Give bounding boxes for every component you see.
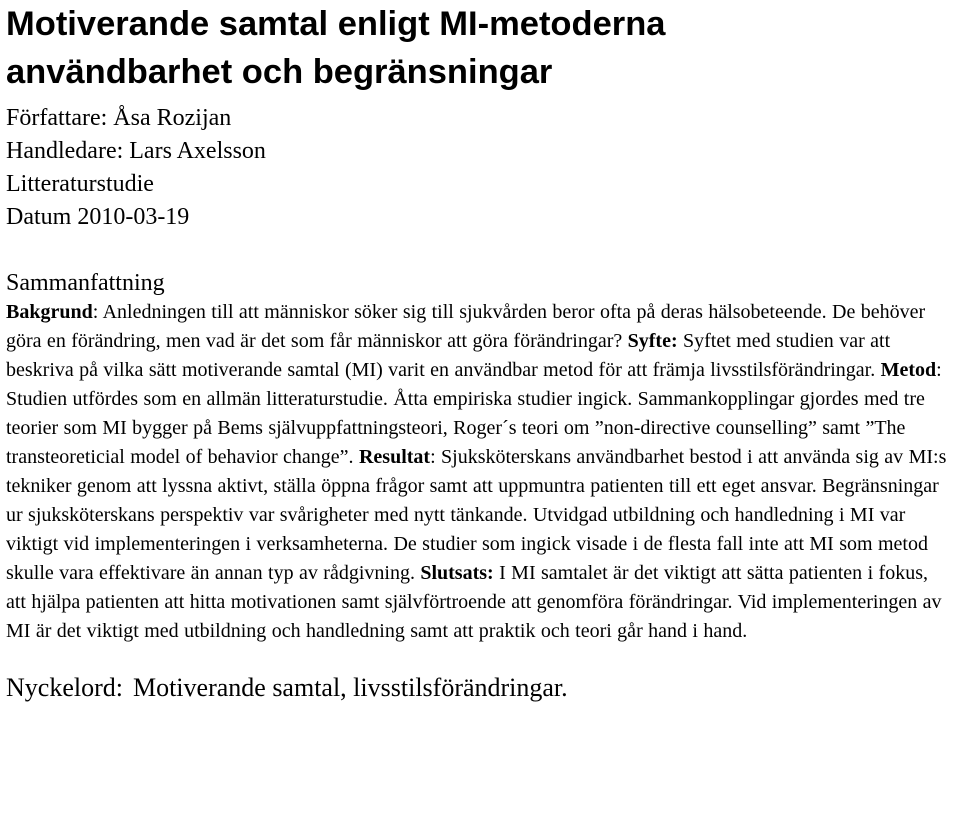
title-line-1: Motiverande samtal enligt MI-metoderna <box>6 5 666 43</box>
background-label: Bakgrund <box>6 301 93 323</box>
method-text: : Studien utfördes som en allmän litteraturstudie. Åtta empiriska studier ingick. Sammankopplingar gjordes med tre teorier som MI bygger på Bems självuppfattningsteori, Roger´s teori om ”non-directive counselling” samt ”The transteoreticial model of behavior change”. <box>6 359 942 468</box>
aim-text: Syftet med studien var att beskriva på vilka sätt motiverande samtal (MI) varit en användbar metod för att främja livsstilsförändringar. <box>6 330 891 381</box>
keywords-value: Motiverande samtal, livsstilsförändringar. <box>132 673 568 702</box>
author-line: Författare: Åsa Rozijan <box>6 105 232 131</box>
abstract-text <box>6 298 951 646</box>
keywords-label: Nyckelord: <box>6 673 123 702</box>
method-label: Metod <box>880 359 937 381</box>
results-label: Resultat <box>358 446 431 468</box>
summary-heading: Sammanfattning <box>6 270 165 296</box>
keywords-line <box>6 672 956 704</box>
title-line-2: användbarhet och begränsningar <box>6 53 553 91</box>
background-text: : Anledningen till att människor söker sig till sjukvården beror ofta på deras hälsobeteende. De behöver göra en förändring, men vad är det som får människor att göra förändringar? <box>6 301 926 352</box>
date-line: Datum 2010-03-19 <box>6 204 190 230</box>
study-type-line: Litteraturstudie <box>6 171 154 197</box>
document-page <box>6 0 956 704</box>
conclusion-text: I MI samtalet är det viktigt att sätta patienten i fokus, att hjälpa patienten att hitta motivationen samt självförtroende att genomföra förändringar. Vid implementeringen av MI är det viktigt med utbildning och handledning samt att praktik och teori går hand i hand. <box>6 562 942 642</box>
document-title <box>6 0 956 96</box>
aim-label: Syfte: <box>627 330 678 352</box>
metadata-block <box>6 102 956 234</box>
conclusion-label: Slutsats: <box>420 562 494 584</box>
supervisor-line: Handledare: Lars Axelsson <box>6 138 266 164</box>
results-text: : Sjuksköterskans användbarhet bestod i att använda sig av MI:s tekniker genom att lyssna aktivt, ställa öppna frågor samt att uppmuntra patienten till ett eget ansvar. Begränsningar ur sjuksköterskans perspektiv var svårigheter med nytt tänkande. Utvidgad utbildning och handledning i MI var viktigt vid implementeringen i verksamheterna. De studier som ingick visade i de flesta fall inte att MI som metod skulle vara effektivare än annan typ av rådgivning. <box>6 446 947 584</box>
